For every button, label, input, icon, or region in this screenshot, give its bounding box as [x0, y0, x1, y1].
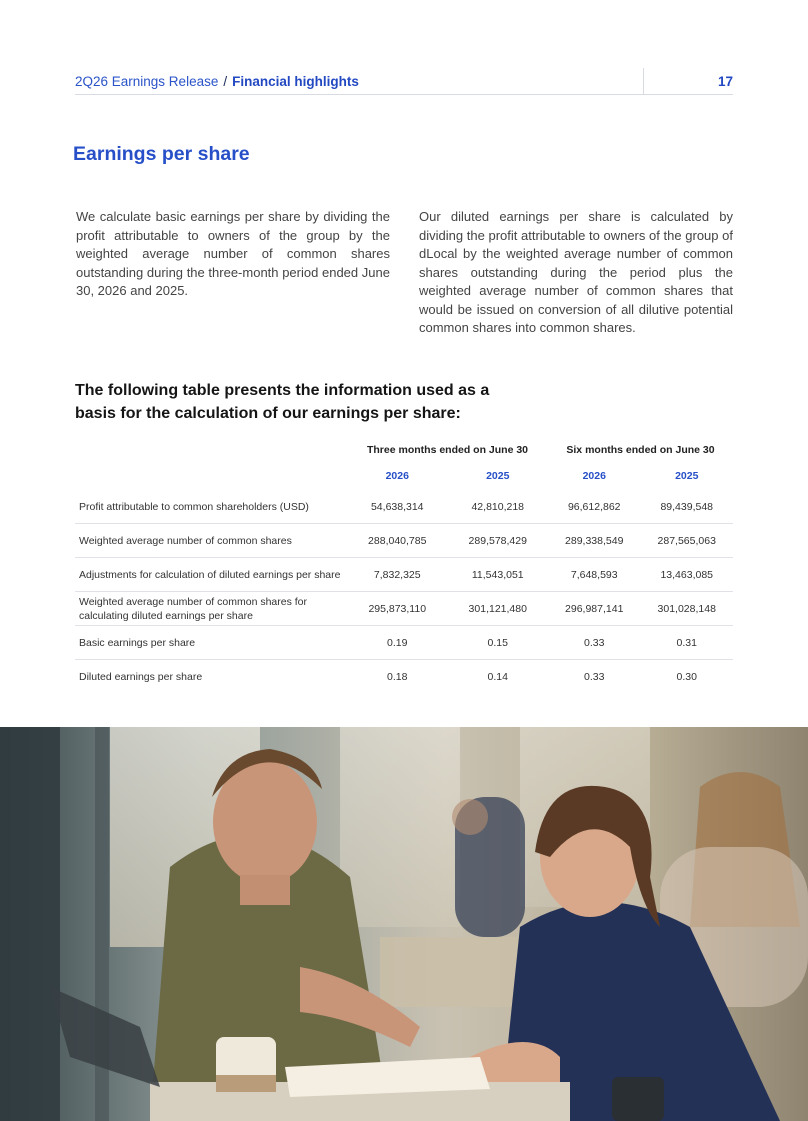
table-cell: 288,040,785 — [347, 524, 448, 558]
breadcrumb-section: Financial highlights — [232, 74, 359, 89]
table-cell: 301,121,480 — [448, 592, 549, 626]
table-cell: 296,987,141 — [548, 592, 640, 626]
header-divider — [643, 68, 644, 94]
breadcrumb — [75, 74, 359, 89]
table-year-header-row — [75, 462, 733, 490]
table-cell: 0.14 — [487, 670, 508, 683]
table-row — [75, 592, 733, 626]
eps-table — [75, 438, 733, 693]
page-header — [75, 68, 733, 95]
photo-illustration — [0, 727, 808, 1121]
table-cell: 287,565,063 — [640, 524, 733, 558]
table-cell: 13,463,085 — [640, 558, 733, 592]
header-year: 2025 — [486, 470, 510, 482]
header-year: 2025 — [675, 470, 699, 482]
header-three-months: Three months ended on June 30 — [366, 444, 529, 456]
table-cell: 295,873,110 — [347, 592, 448, 626]
row-label: Weighted average number of common shares for calculating diluted earnings per share — [75, 592, 347, 626]
table-cell: 0.33 — [584, 670, 605, 683]
page-number: 17 — [717, 74, 733, 89]
table-cell: 54,638,314 — [347, 490, 448, 524]
table-cell: 0.19 — [347, 626, 448, 660]
office-collaboration-photo — [0, 727, 808, 1121]
table-cell: 289,338,549 — [548, 524, 640, 558]
table-cell: 96,612,862 — [548, 490, 640, 524]
table-group-header-row — [75, 438, 733, 462]
row-label: Adjustments for calculation of diluted earnings per share — [75, 558, 347, 592]
breadcrumb-document: 2Q26 Earnings Release — [75, 74, 219, 89]
table-cell: 11,543,051 — [448, 558, 549, 592]
table-cell: 0.18 — [387, 670, 408, 683]
table-cell: 42,810,218 — [448, 490, 549, 524]
paragraph-diluted-eps: Our diluted earnings per share is calculated by dividing the profit attributable to owners of the group of dLocal by the weighted average number of common shares outstanding during the period plus the weighted average number of common shares that would be issued on conversion of all dilutive potential common shares into common shares. — [419, 209, 733, 335]
header-year: 2026 — [385, 470, 409, 482]
table-cell: 0.31 — [640, 626, 733, 660]
table-row — [75, 490, 733, 524]
table-cell: 289,578,429 — [448, 524, 549, 558]
breadcrumb-separator: / — [223, 74, 228, 89]
row-label: Basic earnings per share — [75, 626, 347, 660]
table-cell: 301,028,148 — [640, 592, 733, 626]
table-cell: 0.33 — [548, 626, 640, 660]
table-row — [75, 626, 733, 660]
row-label: Weighted average number of common shares — [75, 524, 347, 558]
table-intro-heading: The following table presents the information used as a basis for the calculation of our earnings per share: — [75, 382, 490, 422]
table-cell: 7,832,325 — [347, 558, 448, 592]
paragraph-basic-eps: We calculate basic earnings per share by dividing the profit attributable to owners of the group by the weighted average number of common shares outstanding during the three-month period ended June 30, 2026 and 2025. — [76, 209, 390, 298]
page-title: Earnings per share — [73, 143, 250, 165]
table-cell: 0.30 — [676, 670, 697, 683]
table-cell: 0.15 — [448, 626, 549, 660]
table-row — [75, 660, 733, 694]
row-label: Diluted earnings per share — [79, 670, 203, 683]
table-row — [75, 524, 733, 558]
row-label: Profit attributable to common shareholders (USD) — [75, 490, 347, 524]
header-six-months: Six months ended on June 30 — [566, 444, 715, 456]
header-year: 2026 — [582, 470, 606, 482]
table-cell: 89,439,548 — [640, 490, 733, 524]
table-row — [75, 558, 733, 592]
table-header-spacer — [75, 462, 347, 490]
table-header-spacer — [75, 438, 347, 462]
table-cell: 7,648,593 — [548, 558, 640, 592]
